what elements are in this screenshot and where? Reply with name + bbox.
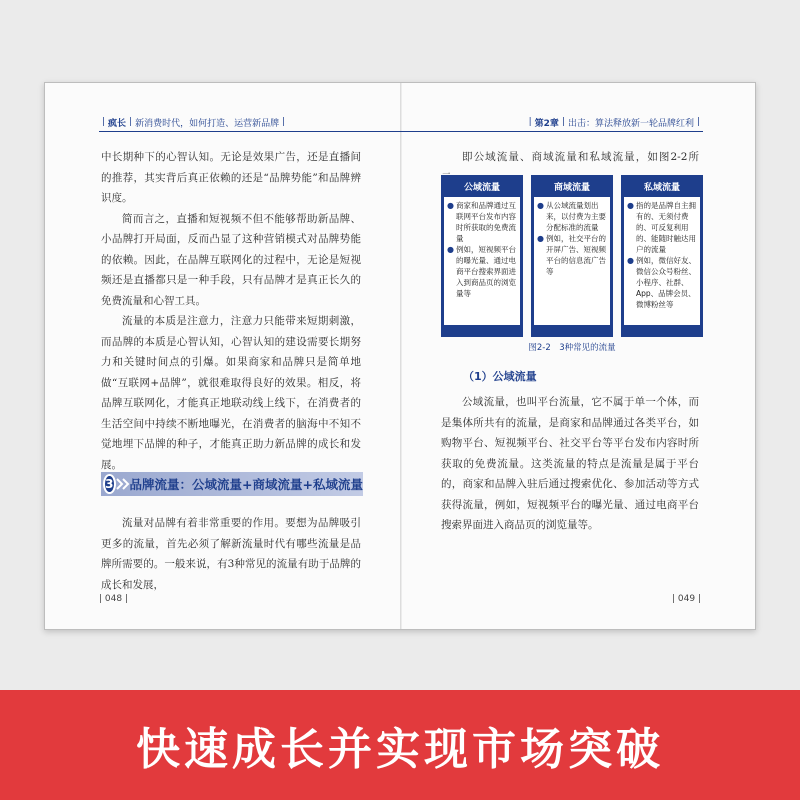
banner-text: 快速成长并实现市场突破 [136,724,664,775]
diagram-bullet: ● 商家和品牌通过互联网平台发布内容时所获取的免费流量 [447,201,516,243]
figure-caption: 图2-2 3种常见的流量 [528,343,616,353]
chapter-number: 第2章 [534,118,559,129]
chapter-title: 出击：算法释放新一轮品牌红利 [567,118,694,129]
left-header-rule [99,131,401,132]
diagram-bullet: ● 例如，微信好友、微信公众号粉丝、小程序、社群、App、品牌会员、微博粉丝等 [627,256,696,309]
promo-banner [0,690,800,800]
right-body [441,392,699,536]
diagram-bullet: ● 指的是品牌自主拥有的、无须付费的、可反复利用的、能随时触达用户的流量 [627,201,696,254]
traffic-diagram [441,175,703,337]
left-body-bottom [101,513,361,595]
bullet-dot-icon: ● [627,256,634,265]
paragraph: 简而言之，直播和短视频不但不能够帮助新品牌、小品牌打开局面，反而凸显了这种营销模式对品牌势能的依赖。因此，在品牌互联网化的过程中，无论是短视频还是直播都只是一种手段，只有品牌才是真正长久的免费流量和心智工具。 [101,212,361,307]
diagram-column-title: 公域流量 [463,182,500,193]
double-chevron-icon [116,478,130,490]
book-spread [44,82,756,630]
section-number: 3 [103,474,116,494]
diagram-column-title: 私域流量 [643,182,680,193]
diagram-column-private [621,175,703,337]
paragraph: 中长期种下的心智认知。无论是效果广告，还是直播间的推荐，其实背后真正依赖的还是“品牌势能”和品牌辨识度。 [101,151,361,204]
left-page [45,83,401,629]
book-subtitle: 新消费时代，如何打造、运营新品牌 [135,118,280,129]
diagram-bullet: ● 从公域流量划出来，以付费为主要分配标准的流量 [537,201,606,232]
diagram-column-commercial [531,175,613,337]
paragraph: 流量的本质是注意力，注意力只能带来短期刺激，而品牌的本质是心智认知，心智认知的建设需要长期努力和关键时间点的引爆。如果商家和品牌只是简单地做“互联网+品牌”，就很难取得良好的效果。相反，将品牌互联网化，才能真正地联动线上线下，在消费者的生活空间中持续不断地曝光，在消费者的脑海中不知不觉地埋下品牌的种子，才能真正助力新品牌的成长和发展。 [101,315,361,471]
paragraph: 流量对品牌有着非常重要的作用。要想为品牌吸引更多的流量，首先必须了解新流量时代有哪些流量是品牌所需要的。一般来说，有3种常见的流量有助于品牌的成长和发展， [101,517,361,591]
diagram-bullet: ● 例如，社交平台的开屏广告、短视频平台的信息流广告等 [537,234,606,276]
bullet-dot-icon: ● [447,245,454,254]
right-page [401,83,757,629]
right-running-head: | 第2章 | 出击：算法释放新一轮品牌红利 | [528,117,700,129]
left-body-top [101,147,361,475]
right-header-rule [401,131,703,132]
left-running-head: | 疯长 | 新消费时代，如何打造、运营新品牌 | [102,117,286,129]
diagram-bullet: ● 例如，短视频平台的曝光量、通过电商平台搜索界面进入到商品页的浏览量等 [447,245,516,298]
paragraph: 即公域流量、商域流量和私域流量，如图2-2所 [462,151,699,163]
bullet-dot-icon: ● [627,201,634,210]
bullet-dot-icon: ● [447,201,454,210]
section-heading [101,472,363,496]
book-title: 疯长 [108,118,127,129]
paragraph: 公域流量，也叫平台流量，它不属于单一个体，而是集体所共有的流量，是商家和品牌通过各类平台，如购物平台、短视频平台、社交平台等平台发布内容时所获取的免费流量。这类流量的特点是流量是属于平台的，商家和品牌入驻后通过搜索优化、参加活动等方式获得流量，例如，短视频平台的曝光量、通过电商平台搜索界面进入商品页的浏览量等。 [441,396,699,531]
section-title: 品牌流量：公域流量+商域流量+私域流量 [129,477,363,492]
diagram-column-public [441,175,523,337]
bullet-dot-icon: ● [537,201,544,210]
diagram-column-title: 商域流量 [553,182,590,193]
bullet-dot-icon: ● [537,234,544,243]
subheading: （1）公域流量 [463,370,537,383]
page-number: | 049 | [672,594,701,604]
page-number: | 048 | [99,594,128,604]
